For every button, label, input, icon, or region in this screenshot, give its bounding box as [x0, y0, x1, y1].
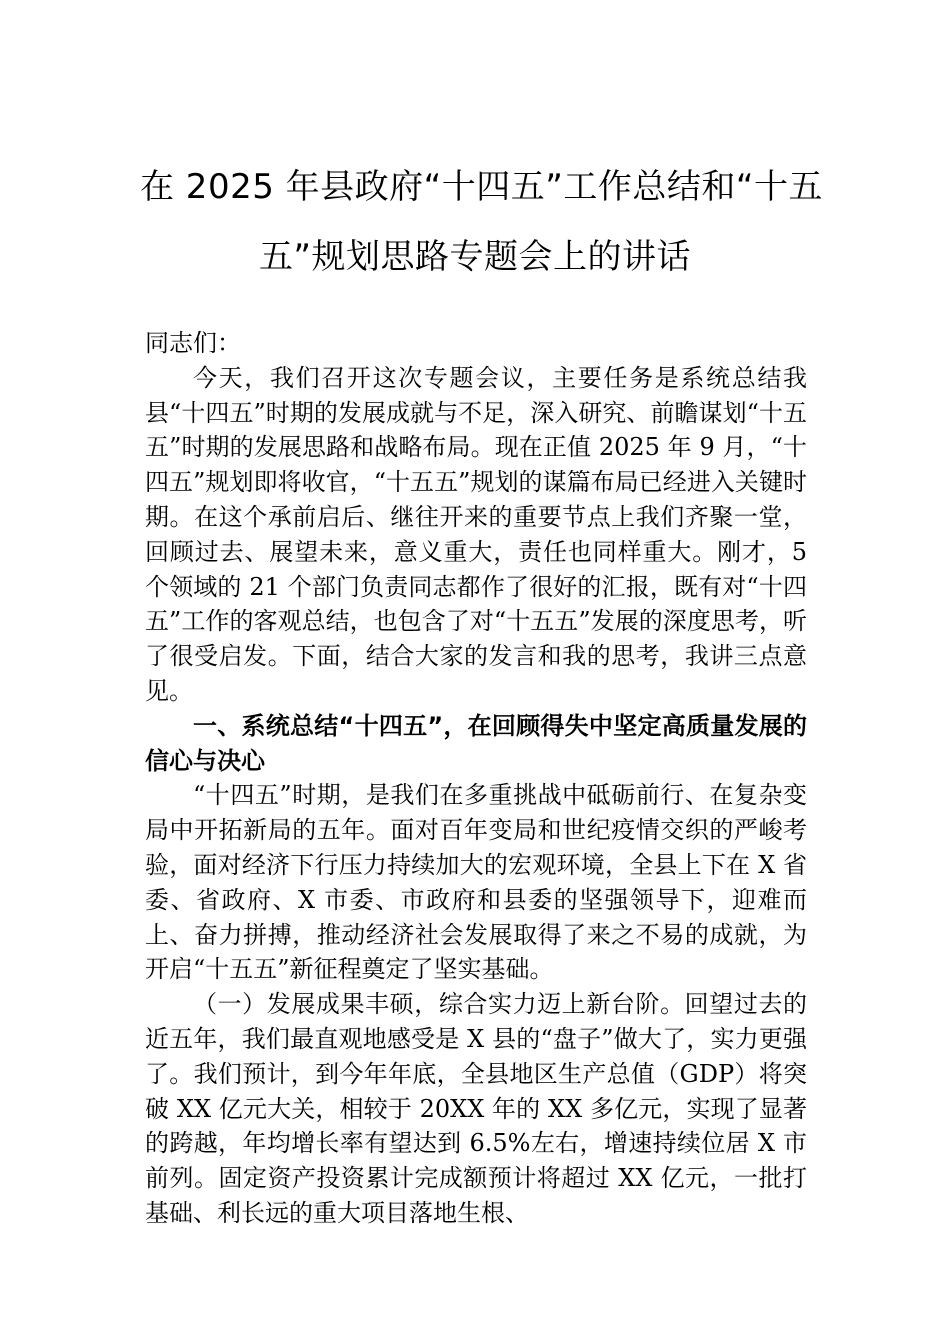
subsection-1-paragraph: （一）发展成果丰硕，综合实力迈上新台阶。回望过去的近五年，我们最直观地感受是 X 县的“盘子”做大了，实力更强了。我们预计，到今年年底，全县地区生产总值（GDP）将突破 XX 亿元大关，相较于 20XX 年的 XX 多亿元，实现了显著的跨越，年均增长率有望达到 6.5%左右，增速持续位居 X 市前列。固定资产投资累计完成额预计将超过 XX 亿元，一批打基础、利长远的重大项目落地生根、 [145, 990, 807, 1227]
section-heading-1: 一、系统总结“十四五”，在回顾得失中坚定高质量发展的信心与决心 [145, 711, 807, 775]
salutation: 同志们： [145, 329, 241, 357]
title-line-1: 在 2025 年县政府“十四五”工作总结和“十五 [140, 167, 823, 207]
intro-paragraph: 今天，我们召开这次专题会议，主要任务是系统总结我县“十四五”时期的发展成就与不足，深入研究、前瞻谋划“十五五”时期的发展思路和战略布局。现在正值 2025 年 9 月，“十四五”规划即将收官，“十五五”规划的谋篇布局已经进入关键时期。在这个承前启后、继往开来的重要节点上我们齐聚一堂，回顾过去、展望未来，意义重大，责任也同样重大。刚才，5 个领域的 21 个部门负责同志都作了很好的汇报，既有对“十四五”工作的客观总结，也包含了对“十五五”发展的深度思考，听了很受启发。下面，结合大家的发言和我的思考，我讲三点意见。 [145, 363, 807, 705]
title-line-2: 五”规划思路专题会上的讲话 [258, 237, 692, 277]
speech-body [145, 326, 807, 1231]
speech-title [140, 152, 823, 292]
section-1-paragraph: “十四五”时期，是我们在多重挑战中砥砺前行、在复杂变局中开拓新局的五年。面对百年变局和世纪疫情交织的严峻考验，面对经济下行压力持续加大的宏观环境，全县上下在 X 省委、省政府、X 市委、市政府和县委的坚强领导下，迎难而上、奋力拼搏，推动经济社会发展取得了来之不易的成就，为开启“十五五”新征程奠定了坚实基础。 [145, 781, 807, 984]
